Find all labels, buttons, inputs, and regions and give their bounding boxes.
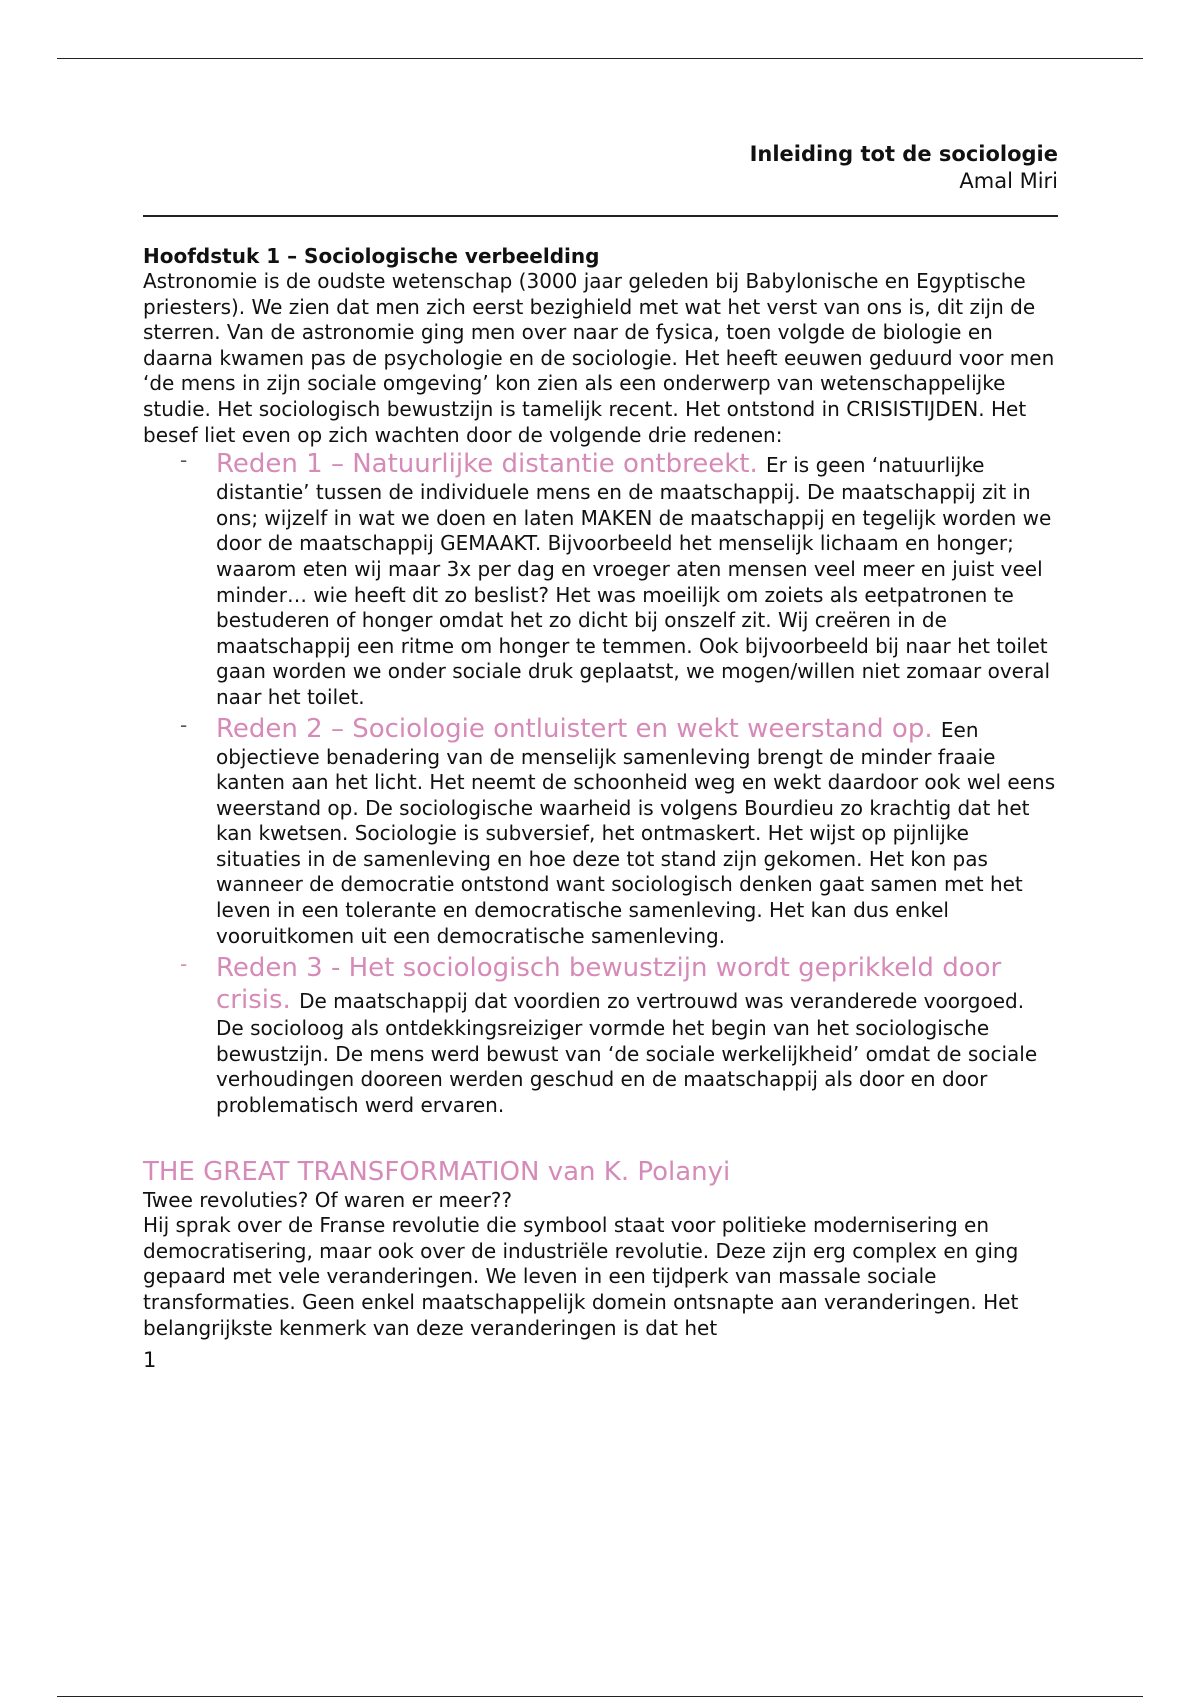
bullet-dash: - (180, 712, 188, 737)
reasons-list (143, 448, 1058, 1118)
page-bottom-rule (57, 1696, 1143, 1697)
document-page (143, 140, 1058, 1373)
reason-text: Er is geen ‘natuurlijke distantie’ tussen de individuele mens en de maatschappij. De maatschappij zit in ons; wijzelf in wat we doen en laten MAKEN de maatschappij en tegelijk worden we door de maatschappij GEMAAKT. Bijvoorbeeld het menselijk lichaam en honger; waarom eten wij maar 3x per dag en vroeger aten mensen veel meer en juist veel minder… wie heeft dit zo beslist? Het was moeilijk om zoiets als eetpatronen te bestuderen of honger omdat het zo dicht bij onszelf zit. Wij creëren in de maatschappij een ritme om honger te temmen. Ook bijvoorbeeld bij naar het toilet gaan worden we onder sociale druk geplaatst, we mogen/willen niet zomaar overal naar het toilet. (216, 453, 1052, 709)
bullet-dash: - (180, 952, 188, 977)
header-divider (143, 215, 1058, 217)
reason-title: Reden 1 – Natuurlijke distantie ontbreekt. (216, 449, 767, 480)
section-paragraph: Hij sprak over de Franse revolutie die symbool staat voor politieke modernisering en democratisering, maar ook over de industriële revolutie. Deze zijn erg complex en ging gepaard met vele veranderingen. We leven in een tijdperk van massale sociale transformaties. Geen enkel maatschappelijk domein ontsnapte aan veranderingen. Het belangrijkste kenmerk van deze veranderingen is dat het (143, 1213, 1019, 1340)
page-top-rule (57, 58, 1143, 59)
section-title: THE GREAT TRANSFORMATION van K. Polanyi (143, 1156, 731, 1187)
list-item (143, 713, 1058, 950)
reason-title: Reden 3 - Het sociologisch bewustzijn wordt geprikkeld door crisis. (216, 953, 1002, 1016)
list-item (143, 448, 1058, 710)
document-author: Amal Miri (959, 169, 1058, 193)
reason-text: De maatschappij dat voordien zo vertrouwd was veranderede voorgoed. De socioloog als ontdekkingsreiziger vormde het begin van het sociologische bewustzijn. De mens werd bewust van ‘de sociale werkelijkheid’ omdat de sociale verhoudingen dooreen werden geschud en de maatschappij als door en door problematisch werd ervaren. (216, 989, 1038, 1118)
reason-text: Een objectieve benadering van de menselijk samenleving brengt de minder fraaie kanten aan het licht. Het neemt de schoonheid weg en wekt daardoor ook wel eens weerstand op. De sociologische waarheid is volgens Bourdieu zo krachtig dat het kan kwetsen. Sociologie is subversief, het ontmaskert. Het wijst op pijnlijke situaties in de samenleving en hoe deze tot stand zijn gekomen. Het kon pas wanneer de democratie ontstond want sociologisch denken gaat samen met het leven in een tolerante en democratische samenleving. Het kan dus enkel vooruitkomen uit een democratische samenleving. (216, 717, 1056, 948)
page-number: 1 (143, 1348, 157, 1373)
chapter-heading: Hoofdstuk 1 – Sociologische verbeelding (143, 244, 600, 268)
document-title: Inleiding tot de sociologie (749, 142, 1058, 166)
document-header (143, 140, 1058, 194)
section-question: Twee revoluties? Of waren er meer?? (143, 1187, 513, 1212)
bullet-dash: - (180, 448, 188, 473)
reason-title: Reden 2 – Sociologie ontluistert en wekt weerstand op. (216, 713, 941, 744)
intro-paragraph: Astronomie is de oudste wetenschap (3000 jaar geleden bij Babylonische en Egyptische priesters). We zien dat men zich eerst bezighield met wat het verst van ons is, dit zijn de sterren. Van de astronomie ging men over naar de fysica, toen volgde de biologie en daarna kwamen pas de psychologie en de sociologie. Het heeft eeuwen geduurd voor men ‘de mens in zijn sociale omgeving’ kon zien als een onderwerp van wetenschappelijke studie. Het sociologisch bewustzijn is tamelijk recent. Het ontstond in CRISISTIJDEN. Het besef liet even op zich wachten door de volgende drie redenen: (143, 269, 1055, 447)
list-item (143, 952, 1058, 1118)
